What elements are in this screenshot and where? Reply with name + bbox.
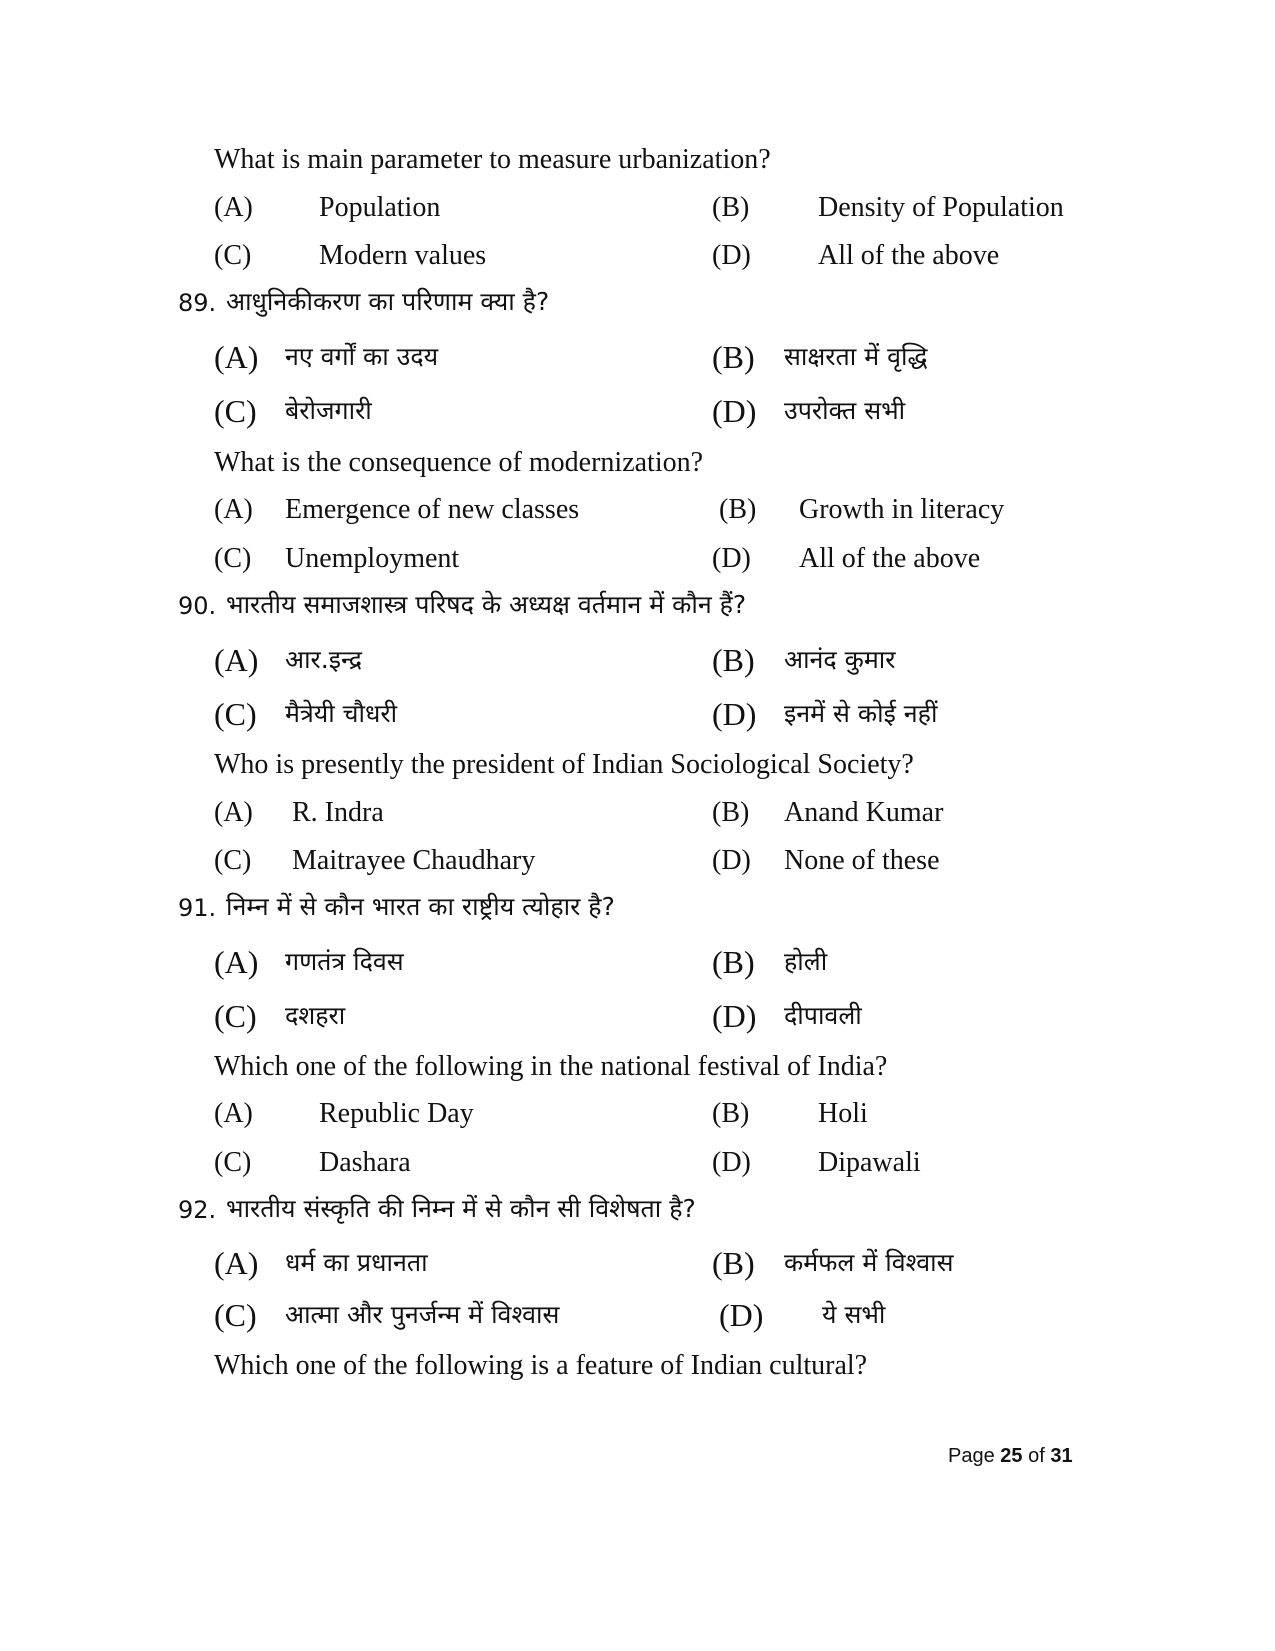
q89-hi-option-c: बेरोजगारी: [285, 396, 372, 425]
q89-hi-label-a: (A): [214, 339, 259, 375]
q90-en-option-c: Maitrayee Chaudhary: [292, 845, 536, 876]
q89-hi-label-d: (D): [712, 393, 757, 429]
q89-en-label-d: (D): [712, 543, 751, 574]
q90-number: 90.: [178, 592, 217, 620]
q90-en-label-a: (A): [214, 797, 253, 828]
q89-en-question: What is the consequence of modernization?: [214, 447, 704, 478]
footer-prefix: Page: [948, 1445, 995, 1467]
q88-option-a: Population: [319, 192, 441, 223]
q90-en-option-b: Anand Kumar: [784, 797, 944, 828]
q89-hi-question: आधुनिकीकरण का परिणाम क्या है?: [226, 287, 550, 316]
q91-en-label-d: (D): [712, 1147, 751, 1178]
q92-hi-label-a: (A): [214, 1245, 259, 1281]
q90-en-label-d: (D): [712, 845, 751, 876]
q92-en-question: Which one of the following is a feature of Indian cultural?: [214, 1350, 868, 1381]
q91-hi-option-c: दशहरा: [285, 1001, 346, 1030]
q92-hi-label-b: (B): [712, 1245, 755, 1281]
q89-hi-label-c: (C): [214, 393, 257, 429]
q92-number: 92.: [178, 1196, 217, 1224]
page-footer: [948, 1446, 1073, 1466]
q92-hi-option-d: ये सभी: [822, 1300, 886, 1329]
q90-en-question: Who is presently the president of Indian Sociological Society?: [214, 749, 914, 780]
q90-hi-question: भारतीय समाजशास्त्र परिषद के अध्यक्ष वर्तमान में कौन हैं?: [226, 590, 747, 619]
q89-en-option-c: Unemployment: [285, 543, 460, 574]
q89-en-option-a: Emergence of new classes: [285, 494, 580, 525]
q91-hi-option-b: होली: [784, 947, 828, 976]
q91-hi-label-a: (A): [214, 944, 259, 980]
q90-hi-option-a: आर.इन्द्र: [285, 645, 362, 674]
q91-hi-label-b: (B): [712, 944, 755, 980]
q89-number: 89.: [178, 289, 217, 317]
q90-hi-option-c: मैत्रेयी चौधरी: [285, 699, 398, 728]
q91-number: 91.: [178, 894, 217, 922]
q88-label-b: (B): [712, 192, 750, 223]
q91-en-label-c: (C): [214, 1147, 252, 1178]
q88-option-d: All of the above: [818, 240, 1000, 271]
q89-en-label-a: (A): [214, 494, 253, 525]
q89-en-option-d: All of the above: [799, 543, 981, 574]
q91-en-option-a: Republic Day: [319, 1098, 474, 1129]
q92-hi-option-c: आत्मा और पुनर्जन्म में विश्वास: [285, 1300, 560, 1329]
q89-hi-label-b: (B): [712, 339, 755, 375]
q88-label-d: (D): [712, 240, 751, 271]
footer-page-number: 25: [1000, 1445, 1023, 1467]
q92-hi-option-a: धर्म का प्रधानता: [285, 1248, 428, 1277]
q91-en-option-d: Dipawali: [818, 1147, 921, 1178]
q91-en-option-b: Holi: [818, 1098, 868, 1129]
q92-hi-label-c: (C): [214, 1297, 257, 1333]
q90-hi-label-c: (C): [214, 696, 257, 732]
q88-en-question: What is main parameter to measure urbanization?: [214, 144, 771, 175]
q91-hi-option-a: गणतंत्र दिवस: [285, 947, 404, 976]
q90-hi-option-d: इनमें से कोई नहीं: [784, 699, 938, 728]
q88-label-c: (C): [214, 240, 252, 271]
q90-hi-label-a: (A): [214, 642, 259, 678]
q91-en-label-a: (A): [214, 1098, 253, 1129]
q89-en-option-b: Growth in literacy: [799, 494, 1005, 525]
q92-hi-option-b: कर्मफल में विश्वास: [784, 1248, 954, 1277]
q90-en-option-a: R. Indra: [292, 797, 384, 828]
q89-hi-option-a: नए वर्गों का उदय: [285, 342, 439, 371]
q91-hi-label-c: (C): [214, 998, 257, 1034]
q90-en-label-c: (C): [214, 845, 252, 876]
q88-option-b: Density of Population: [818, 192, 1064, 223]
q91-en-label-b: (B): [712, 1098, 750, 1129]
q91-hi-question: निम्न में से कौन भारत का राष्ट्रीय त्योहार है?: [226, 892, 615, 921]
q92-hi-label-d: (D): [719, 1297, 764, 1333]
q90-en-label-b: (B): [712, 797, 750, 828]
q89-hi-option-d: उपरोक्त सभी: [784, 396, 906, 425]
q89-en-label-b: (B): [719, 494, 757, 525]
q90-hi-label-d: (D): [712, 696, 757, 732]
q90-en-option-d: None of these: [784, 845, 940, 876]
q89-hi-option-b: साक्षरता में वृद्धि: [784, 342, 928, 371]
q89-en-label-c: (C): [214, 543, 252, 574]
footer-of: of: [1028, 1445, 1045, 1467]
q88-label-a: (A): [214, 192, 253, 223]
q92-hi-question: भारतीय संस्कृति की निम्न में से कौन सी विशेषता है?: [226, 1194, 696, 1223]
q91-hi-option-d: दीपावली: [784, 1001, 862, 1030]
q91-en-question: Which one of the following in the national festival of India?: [214, 1051, 888, 1082]
q91-en-option-c: Dashara: [319, 1147, 411, 1178]
q90-hi-option-b: आनंद कुमार: [784, 645, 896, 674]
q88-option-c: Modern values: [319, 240, 487, 271]
footer-total-pages: 31: [1050, 1445, 1073, 1467]
q91-hi-label-d: (D): [712, 998, 757, 1034]
q90-hi-label-b: (B): [712, 642, 755, 678]
